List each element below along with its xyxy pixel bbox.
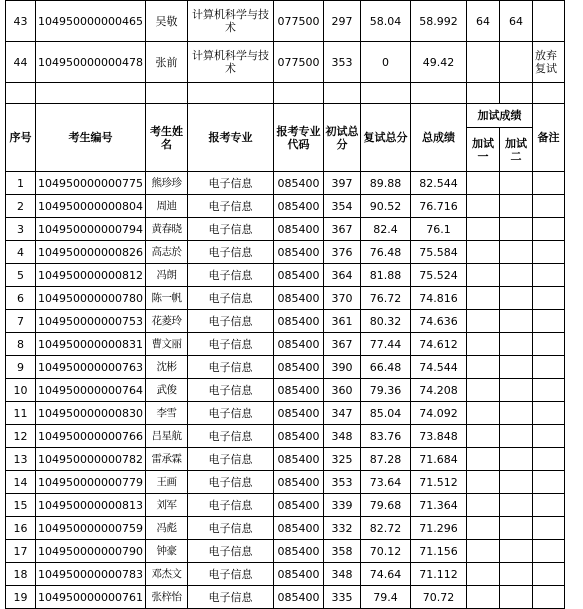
cell-total-score: 71.112 — [411, 563, 467, 586]
header-candidate-id: 考生编号 — [36, 104, 146, 172]
table-row — [6, 356, 565, 379]
cell-candidate-id: 104950000000465 — [36, 1, 146, 42]
header-seq: 序号 — [6, 104, 36, 172]
cell-seq: 8 — [6, 333, 36, 356]
cell-major: 电子信息 — [188, 333, 274, 356]
cell-major-code: 085400 — [274, 195, 324, 218]
cell-total-score: 49.42 — [411, 42, 467, 83]
cell-candidate-id: 104950000000790 — [36, 540, 146, 563]
cell-initial-score: 370 — [324, 287, 361, 310]
cell-total-score: 73.848 — [411, 425, 467, 448]
cell-candidate-id: 104950000000812 — [36, 264, 146, 287]
cell-note — [533, 425, 565, 448]
cell-total-score: 71.684 — [411, 448, 467, 471]
header-retest-score: 复试总分 — [361, 104, 411, 172]
cell-note — [533, 402, 565, 425]
cell-candidate-id: 104950000000764 — [36, 379, 146, 402]
cell-major-code: 085400 — [274, 540, 324, 563]
cell-major: 电子信息 — [188, 264, 274, 287]
table-row — [6, 264, 565, 287]
cell-note — [533, 195, 565, 218]
cell-initial-score: 347 — [324, 402, 361, 425]
cell-initial-score: 397 — [324, 172, 361, 195]
cell-retest-score: 89.88 — [361, 172, 411, 195]
cell-add2 — [500, 172, 533, 195]
cell-add1 — [467, 425, 500, 448]
cell-add2 — [500, 287, 533, 310]
cell-add1 — [467, 471, 500, 494]
cell-note — [533, 379, 565, 402]
cell-name: 吕星航 — [146, 425, 188, 448]
cell-total-score: 76.1 — [411, 218, 467, 241]
cell-major: 电子信息 — [188, 563, 274, 586]
cell-retest-score: 73.64 — [361, 471, 411, 494]
cell-retest-score: 79.36 — [361, 379, 411, 402]
header-total-score: 总成绩 — [411, 104, 467, 172]
cell-name: 周迪 — [146, 195, 188, 218]
cell-retest-score: 76.72 — [361, 287, 411, 310]
cell-retest-score: 85.04 — [361, 402, 411, 425]
cell-add2 — [500, 218, 533, 241]
table-row — [6, 195, 565, 218]
cell-total-score: 74.092 — [411, 402, 467, 425]
cell-add1 — [467, 264, 500, 287]
cell-seq: 44 — [6, 42, 36, 83]
cell-seq: 13 — [6, 448, 36, 471]
cell-add1 — [467, 195, 500, 218]
cell-candidate-id: 104950000000831 — [36, 333, 146, 356]
cell-seq: 2 — [6, 195, 36, 218]
table-row — [6, 379, 565, 402]
cell-major: 电子信息 — [188, 356, 274, 379]
cell-initial-score: 367 — [324, 218, 361, 241]
cell-retest-score: 66.48 — [361, 356, 411, 379]
cell-initial-score: 364 — [324, 264, 361, 287]
cell-add2 — [500, 310, 533, 333]
cell-name: 曹文丽 — [146, 333, 188, 356]
cell-total-score: 75.584 — [411, 241, 467, 264]
cell-initial-score: 376 — [324, 241, 361, 264]
cell-major: 计算机科学与技术 — [188, 42, 274, 83]
cell-add1 — [467, 517, 500, 540]
cell-initial-score: 332 — [324, 517, 361, 540]
cell-major: 电子信息 — [188, 195, 274, 218]
cell-seq: 11 — [6, 402, 36, 425]
cell-name: 刘军 — [146, 494, 188, 517]
cell-initial-score: 354 — [324, 195, 361, 218]
cell-retest-score: 90.52 — [361, 195, 411, 218]
cell-name: 黄春晓 — [146, 218, 188, 241]
cell-retest-score: 77.44 — [361, 333, 411, 356]
cell-name: 吴敬 — [146, 1, 188, 42]
cell-major-code: 085400 — [274, 563, 324, 586]
cell-name: 沈彬 — [146, 356, 188, 379]
cell-major: 电子信息 — [188, 517, 274, 540]
cell-add2: 64 — [500, 1, 533, 42]
cell-candidate-id: 104950000000761 — [36, 586, 146, 609]
cell-major-code: 085400 — [274, 471, 324, 494]
cell-major: 电子信息 — [188, 540, 274, 563]
cell-add1 — [467, 448, 500, 471]
cell-major: 电子信息 — [188, 218, 274, 241]
cell-name: 张前 — [146, 42, 188, 83]
table-row — [6, 425, 565, 448]
cell-major-code: 085400 — [274, 402, 324, 425]
cell-note — [533, 241, 565, 264]
cell-retest-score: 74.64 — [361, 563, 411, 586]
cell-add1 — [467, 172, 500, 195]
table-row — [6, 563, 565, 586]
cell-retest-score: 58.04 — [361, 1, 411, 42]
cell-candidate-id: 104950000000783 — [36, 563, 146, 586]
table-row — [6, 471, 565, 494]
cell-note — [533, 586, 565, 609]
cell-add1: 64 — [467, 1, 500, 42]
cell-note — [533, 356, 565, 379]
cell-major: 电子信息 — [188, 494, 274, 517]
cell-total-score: 71.364 — [411, 494, 467, 517]
cell-major: 计算机科学与技术 — [188, 1, 274, 42]
cell-add2 — [500, 195, 533, 218]
cell-retest-score: 76.48 — [361, 241, 411, 264]
cell-initial-score: 348 — [324, 425, 361, 448]
cell-total-score: 58.992 — [411, 1, 467, 42]
cell-seq: 3 — [6, 218, 36, 241]
cell-add1 — [467, 42, 500, 83]
cell-add2 — [500, 264, 533, 287]
cell-add1 — [467, 540, 500, 563]
cell-name: 邓杰文 — [146, 563, 188, 586]
cell-add2 — [500, 241, 533, 264]
cell-seq: 14 — [6, 471, 36, 494]
cell-major-code: 085400 — [274, 310, 324, 333]
cell-initial-score: 325 — [324, 448, 361, 471]
table-row — [6, 310, 565, 333]
cell-major-code: 085400 — [274, 379, 324, 402]
cell-major: 电子信息 — [188, 172, 274, 195]
cell-initial-score: 348 — [324, 563, 361, 586]
cell-major-code: 085400 — [274, 218, 324, 241]
cell-major-code: 077500 — [274, 42, 324, 83]
header-row — [6, 104, 565, 128]
cell-add1 — [467, 287, 500, 310]
header-additional-exam: 加试成绩 — [467, 104, 533, 128]
cell-major-code: 077500 — [274, 1, 324, 42]
cell-total-score: 71.296 — [411, 517, 467, 540]
cell-seq: 15 — [6, 494, 36, 517]
cell-total-score: 76.716 — [411, 195, 467, 218]
cell-add1 — [467, 218, 500, 241]
cell-major: 电子信息 — [188, 402, 274, 425]
table-row — [6, 218, 565, 241]
cell-seq: 9 — [6, 356, 36, 379]
header-name: 考生姓名 — [146, 104, 188, 172]
cell-note — [533, 540, 565, 563]
cell-add2 — [500, 425, 533, 448]
cell-major-code: 085400 — [274, 586, 324, 609]
cell-add1 — [467, 563, 500, 586]
cell-total-score: 74.636 — [411, 310, 467, 333]
cell-major: 电子信息 — [188, 379, 274, 402]
cell-add1 — [467, 310, 500, 333]
cell-name: 雷承霖 — [146, 448, 188, 471]
cell-add2 — [500, 402, 533, 425]
cell-candidate-id: 104950000000794 — [36, 218, 146, 241]
header-note: 备注 — [533, 104, 565, 172]
cell-initial-score: 335 — [324, 586, 361, 609]
cell-retest-score: 81.88 — [361, 264, 411, 287]
cell-initial-score: 390 — [324, 356, 361, 379]
cell-candidate-id: 104950000000804 — [36, 195, 146, 218]
table-row — [6, 494, 565, 517]
cell-initial-score: 353 — [324, 471, 361, 494]
cell-seq: 17 — [6, 540, 36, 563]
cell-retest-score: 80.32 — [361, 310, 411, 333]
cell-retest-score: 0 — [361, 42, 411, 83]
cell-note — [533, 563, 565, 586]
header-add2: 加试二 — [500, 128, 533, 172]
cell-add1 — [467, 356, 500, 379]
cell-add2 — [500, 517, 533, 540]
cell-initial-score: 297 — [324, 1, 361, 42]
cell-add1 — [467, 333, 500, 356]
cell-add2 — [500, 471, 533, 494]
cell-retest-score: 70.12 — [361, 540, 411, 563]
header-initial-score: 初试总分 — [324, 104, 361, 172]
cell-major: 电子信息 — [188, 586, 274, 609]
cell-note — [533, 448, 565, 471]
cell-candidate-id: 104950000000763 — [36, 356, 146, 379]
table-row — [6, 241, 565, 264]
table-row — [6, 287, 565, 310]
cell-add2 — [500, 356, 533, 379]
cell-seq: 6 — [6, 287, 36, 310]
cell-seq: 12 — [6, 425, 36, 448]
table-row — [6, 402, 565, 425]
cell-seq: 4 — [6, 241, 36, 264]
header-add1: 加试一 — [467, 128, 500, 172]
cell-add1 — [467, 586, 500, 609]
cell-add2 — [500, 540, 533, 563]
cell-candidate-id: 104950000000779 — [36, 471, 146, 494]
cell-initial-score: 339 — [324, 494, 361, 517]
cell-major-code: 085400 — [274, 287, 324, 310]
table-row — [6, 1, 565, 42]
cell-seq: 7 — [6, 310, 36, 333]
cell-seq: 18 — [6, 563, 36, 586]
cell-major: 电子信息 — [188, 241, 274, 264]
cell-name: 武俊 — [146, 379, 188, 402]
cell-major-code: 085400 — [274, 448, 324, 471]
cell-major-code: 085400 — [274, 172, 324, 195]
cell-total-score: 71.512 — [411, 471, 467, 494]
cell-major: 电子信息 — [188, 471, 274, 494]
cell-total-score: 82.544 — [411, 172, 467, 195]
cell-note — [533, 172, 565, 195]
cell-name: 张梓怡 — [146, 586, 188, 609]
cell-major-code: 085400 — [274, 425, 324, 448]
cell-seq: 10 — [6, 379, 36, 402]
cell-total-score: 74.544 — [411, 356, 467, 379]
cell-major-code: 085400 — [274, 494, 324, 517]
table-row — [6, 333, 565, 356]
cell-total-score: 74.612 — [411, 333, 467, 356]
table-row — [6, 448, 565, 471]
cell-name: 陈一帆 — [146, 287, 188, 310]
cell-major: 电子信息 — [188, 425, 274, 448]
cell-seq: 43 — [6, 1, 36, 42]
cell-note — [533, 333, 565, 356]
cell-name: 冯彪 — [146, 517, 188, 540]
cell-candidate-id: 104950000000813 — [36, 494, 146, 517]
cell-add2 — [500, 448, 533, 471]
cell-note — [533, 1, 565, 42]
cell-add2 — [500, 586, 533, 609]
cell-major-code: 085400 — [274, 264, 324, 287]
cell-add1 — [467, 494, 500, 517]
cell-add1 — [467, 241, 500, 264]
cell-major: 电子信息 — [188, 287, 274, 310]
cell-candidate-id: 104950000000759 — [36, 517, 146, 540]
cell-candidate-id: 104950000000766 — [36, 425, 146, 448]
cell-note — [533, 218, 565, 241]
cell-candidate-id: 104950000000830 — [36, 402, 146, 425]
cell-candidate-id: 104950000000478 — [36, 42, 146, 83]
cell-name: 钟豪 — [146, 540, 188, 563]
cell-initial-score: 353 — [324, 42, 361, 83]
cell-seq: 16 — [6, 517, 36, 540]
cell-major: 电子信息 — [188, 448, 274, 471]
cell-major-code: 085400 — [274, 517, 324, 540]
cell-major-code: 085400 — [274, 241, 324, 264]
cell-seq: 5 — [6, 264, 36, 287]
cell-name: 高志於 — [146, 241, 188, 264]
cell-seq: 1 — [6, 172, 36, 195]
header-major-code: 报考专业代码 — [274, 104, 324, 172]
cell-add2 — [500, 42, 533, 83]
cell-retest-score: 87.28 — [361, 448, 411, 471]
cell-name: 熊珍珍 — [146, 172, 188, 195]
cell-initial-score: 358 — [324, 540, 361, 563]
cell-candidate-id: 104950000000775 — [36, 172, 146, 195]
cell-candidate-id: 104950000000782 — [36, 448, 146, 471]
cell-note — [533, 494, 565, 517]
cell-major-code: 085400 — [274, 356, 324, 379]
cell-initial-score: 361 — [324, 310, 361, 333]
cell-candidate-id: 104950000000753 — [36, 310, 146, 333]
cell-note: 放弃复试 — [533, 42, 565, 83]
cell-add1 — [467, 402, 500, 425]
cell-total-score: 70.72 — [411, 586, 467, 609]
cell-candidate-id: 104950000000826 — [36, 241, 146, 264]
table-row — [6, 540, 565, 563]
cell-retest-score: 82.72 — [361, 517, 411, 540]
table-row — [6, 517, 565, 540]
blank-separator-row — [6, 83, 565, 104]
cell-major-code: 085400 — [274, 333, 324, 356]
cell-total-score: 75.524 — [411, 264, 467, 287]
cell-note — [533, 471, 565, 494]
cell-major: 电子信息 — [188, 310, 274, 333]
cell-seq: 19 — [6, 586, 36, 609]
cell-initial-score: 367 — [324, 333, 361, 356]
table-row — [6, 172, 565, 195]
cell-total-score: 71.156 — [411, 540, 467, 563]
cell-initial-score: 360 — [324, 379, 361, 402]
cell-retest-score: 82.4 — [361, 218, 411, 241]
cell-total-score: 74.816 — [411, 287, 467, 310]
cell-note — [533, 264, 565, 287]
cell-note — [533, 287, 565, 310]
table-row — [6, 586, 565, 609]
cell-note — [533, 310, 565, 333]
cell-add1 — [467, 379, 500, 402]
cell-name: 王画 — [146, 471, 188, 494]
cell-candidate-id: 104950000000780 — [36, 287, 146, 310]
cell-retest-score: 79.4 — [361, 586, 411, 609]
cell-add2 — [500, 333, 533, 356]
table-row — [6, 42, 565, 83]
score-table — [5, 0, 565, 609]
cell-name: 花菱玲 — [146, 310, 188, 333]
header-major: 报考专业 — [188, 104, 274, 172]
cell-total-score: 74.208 — [411, 379, 467, 402]
cell-retest-score: 83.76 — [361, 425, 411, 448]
cell-note — [533, 517, 565, 540]
cell-retest-score: 79.68 — [361, 494, 411, 517]
cell-name: 冯朗 — [146, 264, 188, 287]
cell-name: 李雪 — [146, 402, 188, 425]
cell-add2 — [500, 379, 533, 402]
cell-add2 — [500, 563, 533, 586]
cell-add2 — [500, 494, 533, 517]
